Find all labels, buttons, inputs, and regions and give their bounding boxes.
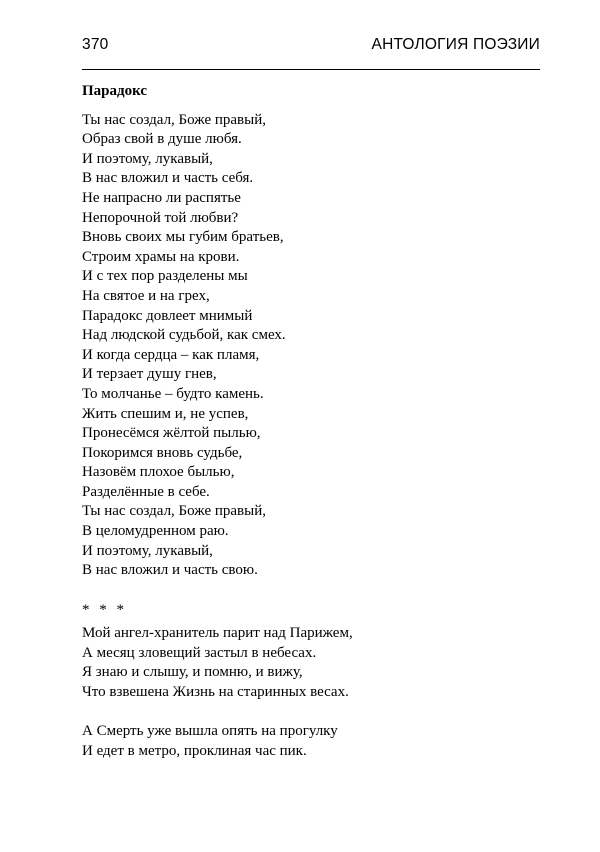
poem-paradox — [82, 111, 542, 581]
poem-line: Парадокс довлеет мнимый — [82, 307, 253, 324]
page-content — [82, 82, 542, 761]
poem-line: Жить спешим и, не успев, — [82, 405, 249, 422]
section-separator: * * * — [82, 602, 127, 619]
poem-title: Парадокс — [82, 83, 148, 99]
poem-line: Строим храмы на крови. — [82, 248, 240, 265]
poem-line: На святое и на грех, — [82, 287, 210, 304]
page-number: 370 — [82, 36, 109, 53]
poem-line: Вновь своих мы губим братьев, — [82, 229, 284, 246]
poem-line: Назовём плохое былью, — [82, 464, 235, 481]
poem-line: И терзает душу гнев, — [82, 366, 217, 383]
poem-line: И едет в метро, проклиная час пик. — [82, 742, 307, 759]
poem-line: Покоримся вновь судьбе, — [82, 444, 243, 461]
header-rule — [82, 69, 540, 70]
poem-line: Образ свой в душе любя. — [82, 131, 242, 148]
poem-line: Что взвешена Жизнь на старинных весах. — [82, 683, 349, 700]
poem-line: И поэтому, лукавый, — [82, 150, 213, 167]
poem-line: Мой ангел-хранитель парит над Парижем, — [82, 625, 353, 642]
poem-line: В целомудренном раю. — [82, 523, 229, 540]
poem-line: И с тех пор разделены мы — [82, 268, 248, 285]
poem-line: Над людской судьбой, как смех. — [82, 327, 286, 344]
page-header — [82, 36, 540, 62]
poem-line: А месяц зловещий застыл в небесах. — [82, 644, 317, 661]
poem-line: Пронесёмся жёлтой пылью, — [82, 425, 261, 442]
poem-line: Ты нас создал, Боже правый, — [82, 111, 266, 128]
poem-line: То молчанье – будто камень. — [82, 385, 264, 402]
poem-line: Непорочной той любви? — [82, 209, 239, 226]
poem-line: Я знаю и слышу, и помню, и вижу, — [82, 664, 303, 681]
poem-line: В нас вложил и часть свою. — [82, 562, 258, 579]
poem-untitled — [82, 624, 542, 761]
poem-line: Ты нас создал, Боже правый, — [82, 503, 266, 520]
stanza-gap — [82, 702, 542, 722]
running-title: АНТОЛОГИЯ ПОЭЗИИ — [371, 36, 540, 53]
poem-line: Не напрасно ли распятье — [82, 189, 241, 206]
stanza-gap — [82, 581, 542, 601]
poem-line: И когда сердца – как пламя, — [82, 346, 260, 363]
poem-line: В нас вложил и часть себя. — [82, 170, 254, 187]
poem-line: Разделённые в себе. — [82, 483, 210, 500]
poem-line: И поэтому, лукавый, — [82, 542, 213, 559]
poem-line: А Смерть уже вышла опять на прогулку — [82, 723, 338, 739]
